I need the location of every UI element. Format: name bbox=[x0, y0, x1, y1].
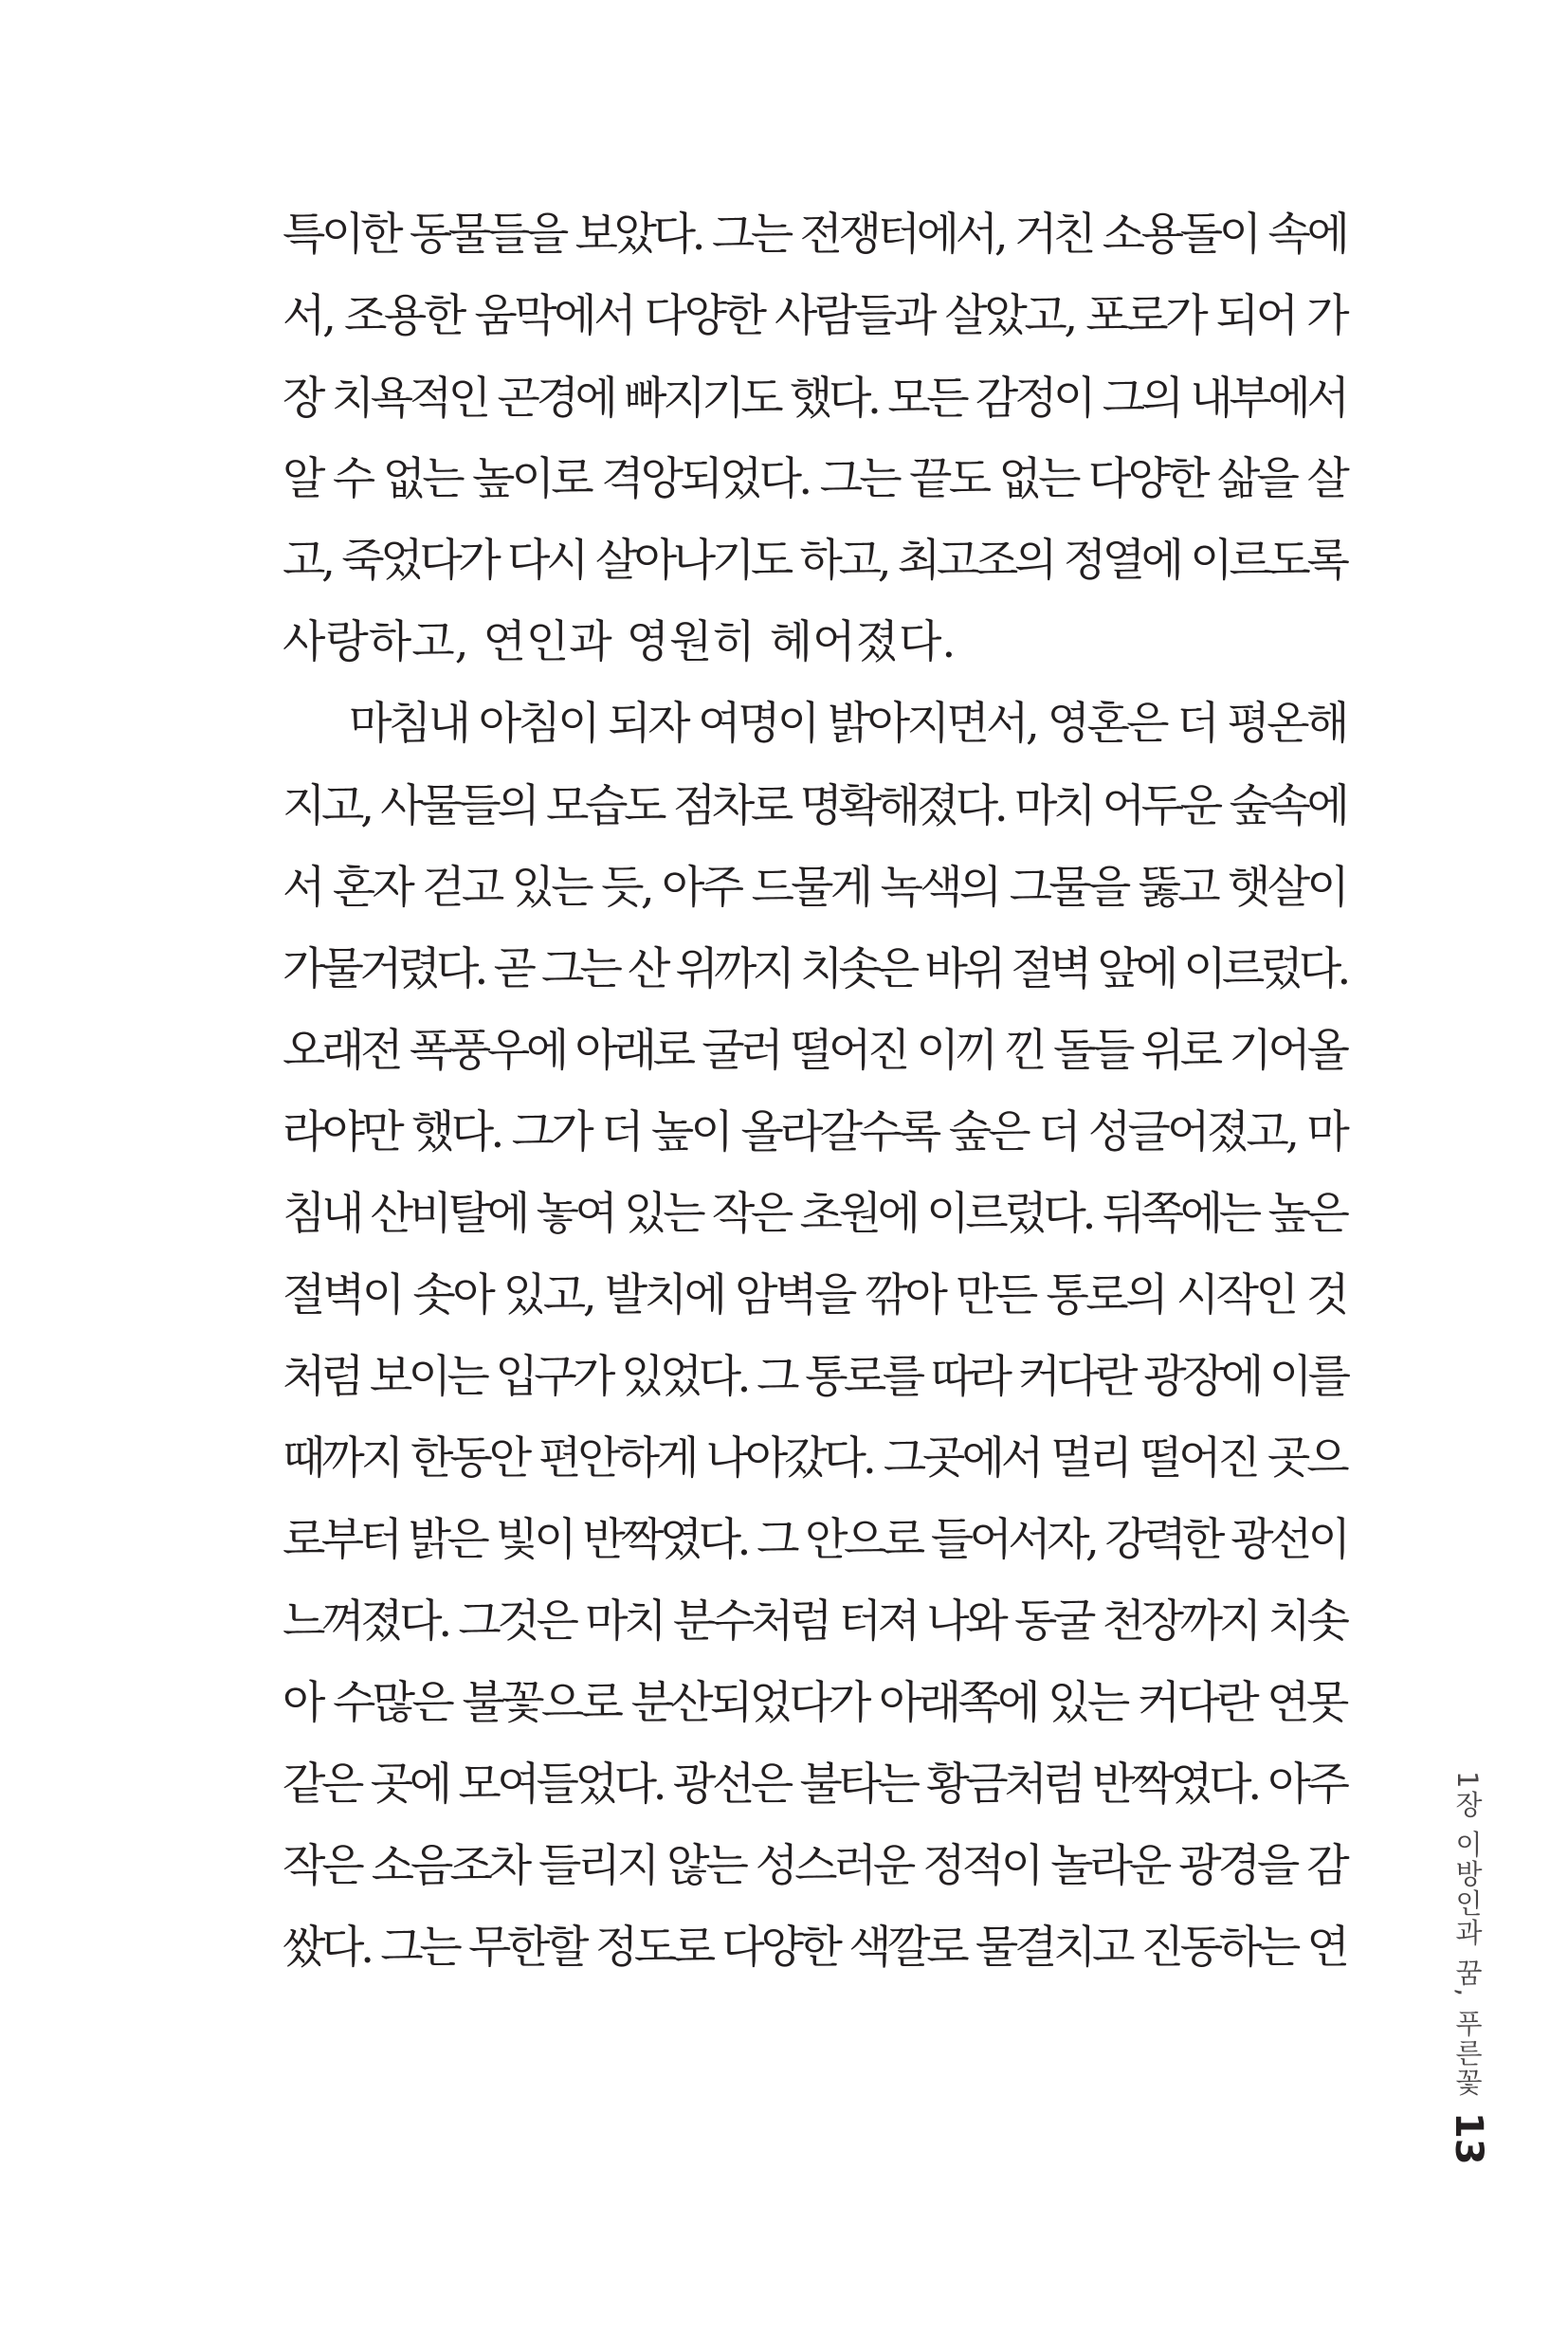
text-line: 알 수 없는 높이로 격앙되었다. 그는 끝도 없는 다양한 삶을 살 bbox=[283, 453, 1346, 505]
text-line: 쌌다. 그는 무한할 정도로 다양한 색깔로 물결치고 진동하는 연 bbox=[283, 1922, 1346, 1974]
text-line: 지고, 사물들의 모습도 점차로 명확해졌다. 마치 어두운 숲속에 bbox=[283, 780, 1346, 832]
text-line: 마침내 아침이 되자 여명이 밝아지면서, 영혼은 더 평온해 bbox=[349, 698, 1346, 750]
text-line: 가물거렸다. 곧 그는 산 위까지 치솟은 바위 절벽 앞에 이르렀다. bbox=[283, 943, 1347, 995]
text-line: 침내 산비탈에 놓여 있는 작은 초원에 이르렀다. 뒤쪽에는 높은 bbox=[283, 1188, 1346, 1240]
text-line: 서, 조용한 움막에서 다양한 사람들과 살았고, 포로가 되어 가 bbox=[283, 290, 1347, 342]
text-line: 작은 소음조차 들리지 않는 성스러운 정적이 놀라운 광경을 감 bbox=[283, 1840, 1346, 1892]
chapter-title: 1장 이방인과 꿈, 푸른꽃 bbox=[1451, 1771, 1484, 2098]
text-line: 느껴졌다. 그것은 마치 분수처럼 터져 나와 동굴 천장까지 치솟 bbox=[283, 1595, 1346, 1648]
text-line: 로부터 밝은 빛이 반짝였다. 그 안으로 들어서자, 강력한 광선이 bbox=[283, 1514, 1347, 1566]
text-line: 때까지 한동안 편안하게 나아갔다. 그곳에서 멀리 떨어진 곳으 bbox=[283, 1432, 1346, 1485]
text-line: 라야만 했다. 그가 더 높이 올라갈수록 숲은 더 성글어졌고, 마 bbox=[283, 1106, 1346, 1158]
text-line: 같은 곳에 모여들었다. 광선은 불타는 황금처럼 반짝였다. 아주 bbox=[283, 1759, 1346, 1811]
text-line: 처럼 보이는 입구가 있었다. 그 통로를 따라 커다란 광장에 이를 bbox=[283, 1351, 1347, 1403]
text-line: 절벽이 솟아 있고, 발치에 암벽을 깎아 만든 통로의 시작인 것 bbox=[283, 1269, 1347, 1321]
page-number: 13 bbox=[1447, 2112, 1490, 2165]
running-head bbox=[1449, 1771, 1496, 2131]
text-line: 장 치욕적인 곤경에 빠지기도 했다. 모든 감정이 그의 내부에서 bbox=[283, 373, 1346, 425]
text-line: 아 수많은 불꽃으로 분산되었다가 아래쪽에 있는 커다란 연못 bbox=[283, 1677, 1346, 1729]
text-line: 고, 죽었다가 다시 살아나기도 하고, 최고조의 정열에 이르도록 bbox=[283, 535, 1346, 587]
text-line: 특이한 동물들을 보았다. 그는 전쟁터에서, 거친 소용돌이 속에 bbox=[283, 209, 1346, 261]
text-line: 서 혼자 걷고 있는 듯, 아주 드물게 녹색의 그물을 뚫고 햇살이 bbox=[283, 862, 1346, 914]
text-line: 사랑하고, 연인과 영원히 헤어졌다. bbox=[283, 616, 957, 668]
text-line: 오래전 폭풍우에 아래로 굴러 떨어진 이끼 낀 돌들 위로 기어올 bbox=[283, 1025, 1346, 1077]
